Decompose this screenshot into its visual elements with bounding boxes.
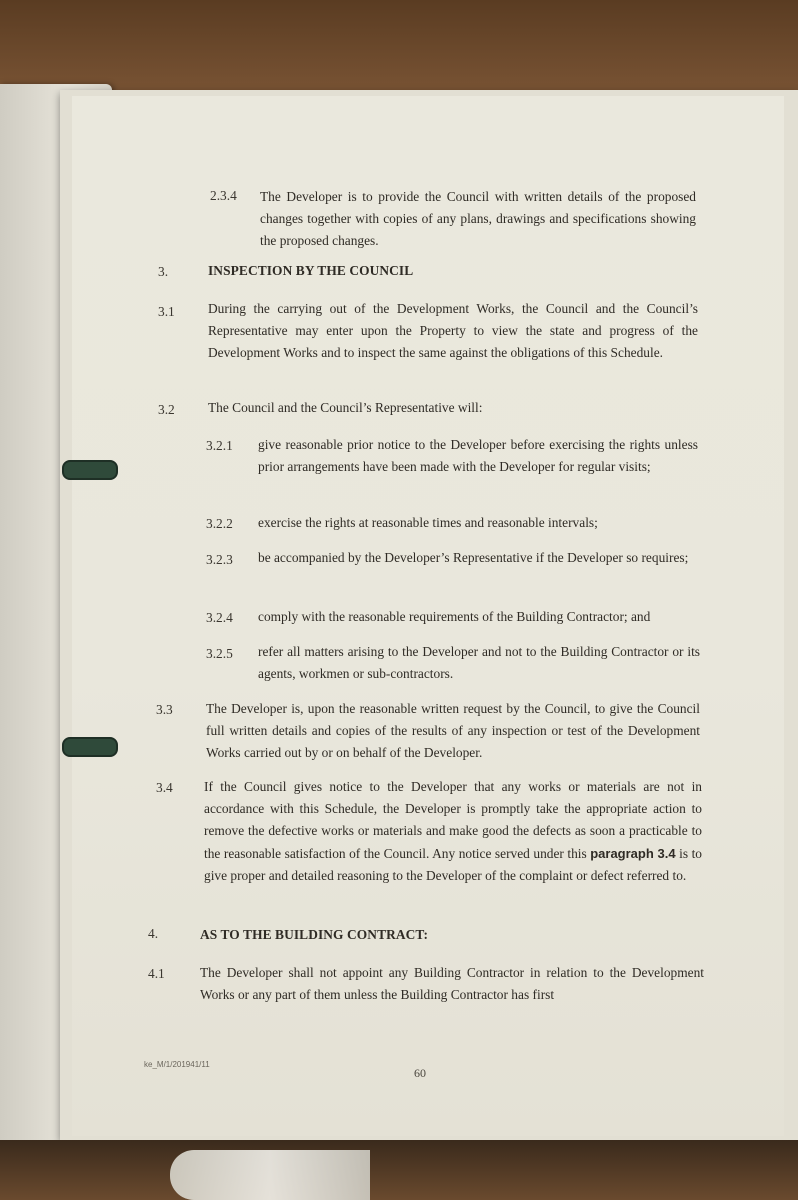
binder-ring bbox=[62, 460, 118, 480]
sub-3-2-5-text: refer all matters arising to the Developer and not to the Building Contractor or its agents, workmen or sub-contractors. bbox=[258, 644, 700, 682]
section-number: 4. bbox=[148, 926, 159, 941]
sub-number: 3.2.3 bbox=[206, 552, 233, 567]
para-number: 3.4 bbox=[156, 780, 173, 795]
document-page bbox=[72, 96, 784, 1136]
para-3-4-text-before: If the Council gives notice to the Developer that any works or materials are not in accordance with this Schedule, the Developer is promptly take the appropriate action to remove the defective works or materials and make good the defects as soon a practicable to the reasonable satisfaction of the Council. Any notice served under this bbox=[204, 779, 702, 861]
sub-3-2-3-text: be accompanied by the Developer’s Representative if the Developer so requires; bbox=[258, 550, 689, 565]
para-number: 3.3 bbox=[156, 702, 173, 717]
sub-number: 3.2.2 bbox=[206, 516, 233, 531]
para-3-1-text: During the carrying out of the Development Works, the Council and the Council’s Representative may enter upon the Property to view the state and progress of the Development Works and to inspect the same against the obligations of this Schedule. bbox=[208, 301, 698, 361]
foreground-object bbox=[170, 1150, 370, 1200]
para-number: 2.3.4 bbox=[210, 188, 237, 203]
para-3-3-text: The Developer is, upon the reasonable written request by the Council, to give the Council full written details and copies of the results of any inspection or test of the Development Works carried out by or on behalf of the Developer. bbox=[206, 701, 700, 761]
para-3-4-text-after: is to give proper and detailed reasoning to the Developer of the complaint or defect referred to. bbox=[204, 845, 702, 883]
paragraph-reference: paragraph 3.4 bbox=[590, 845, 676, 861]
sub-3-2-2-text: exercise the rights at reasonable times and reasonable intervals; bbox=[258, 515, 598, 530]
desk-bottom bbox=[0, 1140, 798, 1200]
para-3-2-text: The Council and the Council’s Representative will: bbox=[208, 400, 483, 415]
para-4-1-text: The Developer shall not appoint any Building Contractor in relation to the Development Works or any part of them unless the Building Contractor has first bbox=[200, 965, 704, 1003]
binder-ring bbox=[62, 737, 118, 757]
para-3-4-text bbox=[204, 776, 702, 887]
footer-reference: ke_M/1/201941/11 bbox=[144, 1060, 210, 1069]
sub-number: 3.2.4 bbox=[206, 610, 233, 625]
sub-number: 3.2.1 bbox=[206, 438, 233, 453]
section-4-heading: AS TO THE BUILDING CONTRACT: bbox=[200, 927, 429, 942]
para-number: 4.1 bbox=[148, 966, 165, 981]
sub-3-2-1-text: give reasonable prior notice to the Developer before exercising the rights unless prior arrangements have been made with the Developer for regular visits; bbox=[258, 437, 698, 475]
para-number: 3.1 bbox=[158, 304, 175, 319]
desk-background bbox=[0, 0, 798, 100]
page-number: 60 bbox=[414, 1066, 426, 1080]
sub-3-2-4-text: comply with the reasonable requirements of the Building Contractor; and bbox=[258, 609, 651, 624]
sub-number: 3.2.5 bbox=[206, 646, 233, 661]
section-3-heading: INSPECTION BY THE COUNCIL bbox=[208, 263, 414, 278]
para-number: 3.2 bbox=[158, 402, 175, 417]
section-number: 3. bbox=[158, 264, 169, 279]
para-2-3-4-text: The Developer is to provide the Council with written details of the proposed changes together with copies of any plans, drawings and specifications showing the proposed changes. bbox=[260, 189, 696, 249]
